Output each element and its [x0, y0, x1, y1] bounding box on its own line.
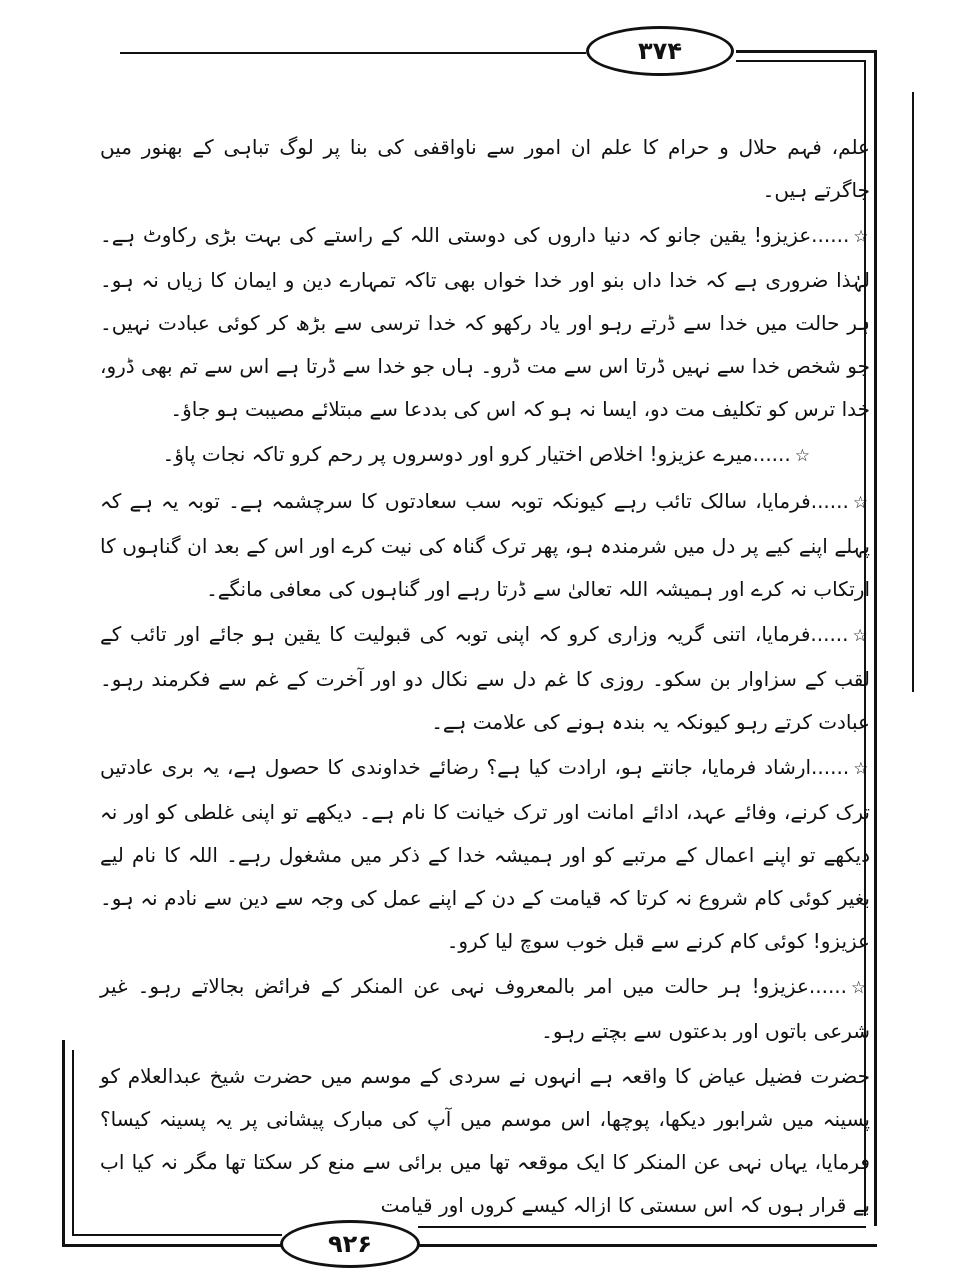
star-icon: ☆: [853, 227, 870, 247]
paragraph-text: ......عزیزو! ہر حالت میں امر بالمعروف نہی عن المنکر کے فرائض بجالاتے رہو۔ غیر شرعی باتوں اور بدعتوں سے بچتے رہو۔: [100, 974, 870, 1043]
border-top-outer: [736, 50, 874, 53]
bottom-page-number-oval: [280, 1220, 420, 1268]
star-icon: ☆: [794, 446, 810, 466]
paragraph-text: ......عزیزو! یقین جانو کہ دنیا داروں کی دوستی اللہ کے راستے کی بہت بڑی رکاوٹ ہے۔ لہٰذا ضروری ہے کہ خدا داں بنو اور خدا خواں بھی تاکہ تمہارے دین و ایمان کا زیاں نہ ہو۔ ہر حالت میں خدا سے ڈرتے رہو اور یاد رکھو کہ خدا ترسی سے بڑھ کر کوئی عبادت نہیں۔ جو شخص خدا سے نہیں ڈرتا اس سے مت ڈرو۔ ہاں جو خدا سے ڈرتا ہے اس سے تم بھی ڈرو، خدا ترس کو تکلیف مت دو، ایسا نہ ہو کہ اس کی بددعا سے مبتلائے مصیبت ہو جاؤ۔: [100, 223, 870, 421]
paragraph: [100, 965, 870, 1053]
urdu-body-text: [100, 126, 870, 1217]
border-left-inner: [72, 1050, 74, 1236]
paragraph-text: حضرت فضیل عیاض کا واقعہ ہے انہوں نے سردی کے موسم میں حضرت شیخ عبدالعلام کو پسینہ میں شرابور دیکھا، پوچھا، اس موسم میں آپ کی مبارک پیشانی پر یہ پسینہ کیسا؟ فرمایا، یہاں نہی عن المنکر کا ایک موقعہ تھا میں برائی سے منع کر سکتا تھا مگر نہ کیا اب بے قرار ہوں کہ اس سستی کا ازالہ کیسے کروں اور قیامت: [100, 1064, 870, 1217]
top-page-number: ۳۷۴: [638, 37, 682, 65]
border-right-accent: [912, 92, 914, 692]
star-icon: ☆: [852, 626, 870, 646]
paragraph-text: علم، فہم حلال و حرام کا علم ان امور سے ناواقفی کی بنا پر لوگ تباہی کے بھنور میں جاگرتے ہیں۔: [100, 135, 870, 202]
paragraph: [100, 613, 870, 744]
border-top-inner: [736, 60, 864, 62]
paragraph: [100, 433, 870, 478]
star-icon: ☆: [851, 978, 870, 998]
paragraph-text: ......فرمایا، اتنی گریہ وزاری کرو کہ اپنی توبہ کی قبولیت کا یقین ہو جائے اور تائب کے لقب کے سزاوار بن سکو۔ روزی کا غم دل سے نکال دو اور آخرت کے غم سے فکرمند رہو۔ عبادت کرتے رہو کیونکہ یہ بندہ ہونے کی علامت ہے۔: [100, 622, 870, 734]
paragraph: [100, 746, 870, 963]
paragraph: [100, 480, 870, 611]
paragraph-text: ......فرمایا، سالک تائب رہے کیونکہ توبہ سب سعادتوں کا سرچشمہ ہے۔ توبہ یہ ہے کہ پہلے اپنے کیے پر دل میں شرمندہ ہو، پھر ترک گناہ کی نیت کرے اور اس کے بعد ان گناہوں کا ارتکاب نہ کرے اور ہمیشہ اللہ تعالیٰ سے ڈرتا رہے اور گناہوں کی معافی مانگے۔: [100, 489, 870, 601]
paragraph: [100, 126, 870, 212]
paragraph: [100, 214, 870, 431]
border-bottom-right-outer: [418, 1244, 877, 1247]
border-bottom-inner: [72, 1234, 282, 1236]
paragraph-text: ......میرے عزیزو! اخلاص اختیار کرو اور دوسروں پر رحم کرو تاکہ نجات پاؤ۔: [162, 442, 791, 466]
paragraph-text: ......ارشاد فرمایا، جانتے ہو، ارادت کیا ہے؟ رضائے خداوندی کا حصول ہے، یہ بری عادتیں ترک کرنے، وفائے عہد، ادائے امانت اور ترک خیانت کا نام ہے۔ دیکھے تو اپنی غلطی کو اور نہ دیکھے تو اپنے اعمال کے مرتبے کو اور ہمیشہ خدا کے ذکر میں مشغول رہے۔ اللہ کا نام لیے بغیر کوئی کام شروع نہ کرتا کہ قیامت کے دن کے اپنے عمل کی وجہ سے دین سے نادم نہ ہو۔ عزیزو! کوئی کام کرنے سے قبل خوب سوچ لیا کرو۔: [100, 755, 870, 953]
border-right-outer: [874, 50, 877, 1226]
border-top-left: [120, 52, 586, 54]
border-bottom-outer: [62, 1244, 282, 1247]
bottom-page-number: ۹۲۶: [328, 1230, 372, 1258]
star-icon: ☆: [853, 759, 870, 779]
star-icon: ☆: [852, 493, 870, 513]
border-left-outer: [62, 1040, 65, 1246]
top-page-number-oval: [586, 26, 734, 76]
paragraph: [100, 1055, 870, 1227]
